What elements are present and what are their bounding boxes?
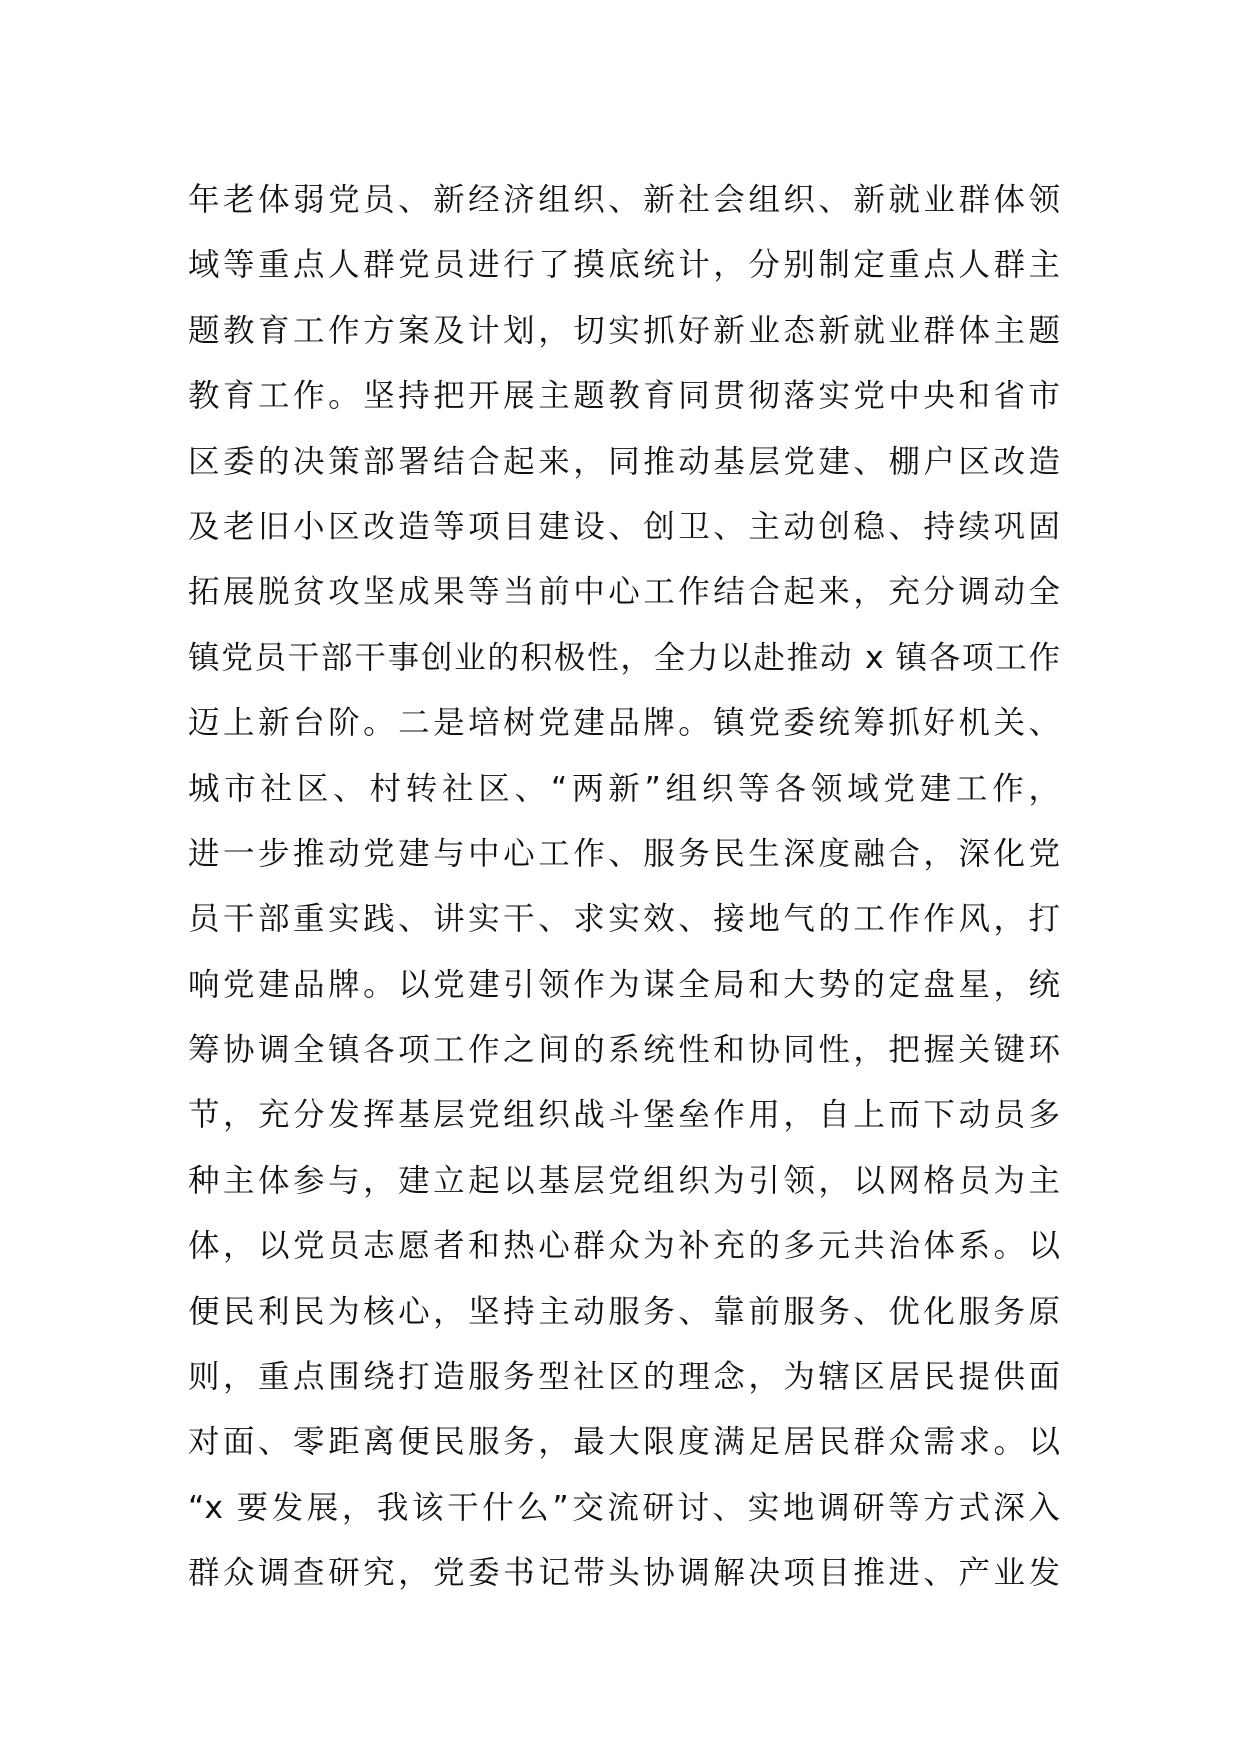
text-line: 响党建品牌。以党建引领作为谋全局和大势的定盘星，统	[188, 966, 1060, 1003]
text-line: 年老体弱党员、新经济组织、新社会组织、新就业群体领	[188, 182, 1060, 218]
text-line: 题教育工作方案及计划，切实抓好新业态新就业群体主题	[188, 312, 1060, 349]
text-line: 迈上新台阶。二是培树党建品牌。镇党委统筹抓好机关、	[188, 705, 1060, 742]
text-line: 进一步推动党建与中心工作、服务民生深度融合，深化党	[188, 835, 1060, 872]
text-line: 镇党员干部干事创业的积极性，全力以赴推动 x 镇各项工作	[188, 639, 1060, 676]
text-line: 员干部重实践、讲实干、求实效、接地气的工作作风，打	[188, 901, 1060, 938]
text-line: 教育工作。坚持把开展主题教育同贯彻落实党中央和省市	[188, 378, 1060, 415]
text-line: 体，以党员志愿者和热心群众为补充的多元共治体系。以	[188, 1228, 1060, 1265]
text-line: 拓展脱贫攻坚成果等当前中心工作结合起来，充分调动全	[188, 574, 1060, 611]
text-line: “x 要发展，我该干什么”交流研讨、实地调研等方式深入	[188, 1489, 1060, 1526]
text-line: 节，充分发挥基层党组织战斗堡垒作用，自上而下动员多	[188, 1097, 1060, 1134]
text-line: 域等重点人群党员进行了摸底统计，分别制定重点人群主	[188, 247, 1060, 284]
text-line: 城市社区、村转社区、“两新”组织等各领域党建工作，	[188, 770, 1060, 807]
text-line: 筹协调全镇各项工作之间的系统性和协同性，把握关键环	[188, 1032, 1060, 1069]
text-line: 种主体参与，建立起以基层党组织为引领，以网格员为主	[188, 1162, 1060, 1199]
text-line: 及老旧小区改造等项目建设、创卫、主动创稳、持续巩固	[188, 508, 1060, 545]
text-line: 区委的决策部署结合起来，同推动基层党建、棚户区改造	[188, 443, 1060, 480]
text-line: 便民利民为核心，坚持主动服务、靠前服务、优化服务原	[188, 1293, 1060, 1330]
text-line: 对面、零距离便民服务，最大限度满足居民群众需求。以	[188, 1424, 1060, 1461]
text-line: 群众调查研究，党委书记带头协调解决项目推进、产业发	[188, 1555, 1060, 1592]
body-paragraph	[188, 168, 1060, 1607]
text-line: 则，重点围绕打造服务型社区的理念，为辖区居民提供面	[188, 1359, 1060, 1396]
